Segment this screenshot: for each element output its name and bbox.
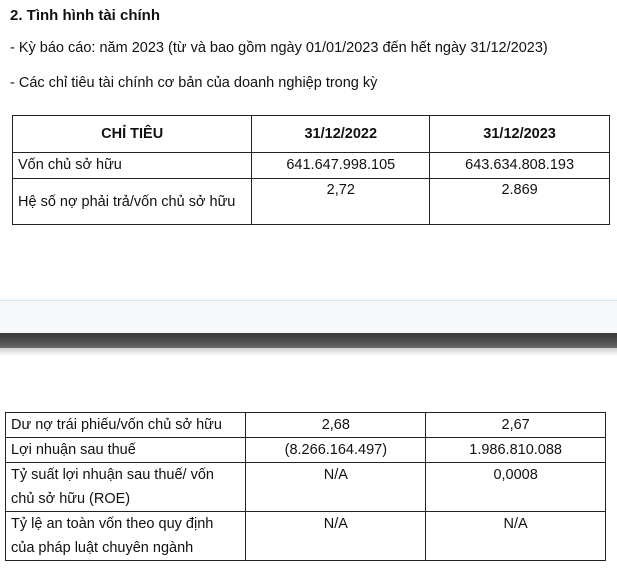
table-row xyxy=(6,438,606,463)
row-value-2022: N/A xyxy=(246,512,426,561)
row-value-2022: 641.647.998.105 xyxy=(252,153,430,179)
row-value-2023: 643.634.808.193 xyxy=(430,153,610,179)
row-label: Lợi nhuận sau thuế xyxy=(6,438,246,463)
row-label: Tỷ suất lợi nhuận sau thuế/ vốn chủ sở hữu (ROE) xyxy=(6,463,246,512)
row-label: Hệ số nợ phải trả/vốn chủ sở hữu xyxy=(13,179,252,225)
row-value-2023: 2,67 xyxy=(426,413,606,438)
page-gap xyxy=(0,301,617,333)
header-2023: 31/12/2023 xyxy=(430,116,610,153)
row-value-2023: N/A xyxy=(426,512,606,561)
row-value-2023: 1.986.810.088 xyxy=(426,438,606,463)
row-value-2022: N/A xyxy=(246,463,426,512)
financial-indicators-table-continued xyxy=(5,412,606,561)
table-row xyxy=(6,413,606,438)
header-2022: 31/12/2022 xyxy=(252,116,430,153)
financial-indicators-table xyxy=(12,115,610,225)
row-label: Vốn chủ sở hữu xyxy=(13,153,252,179)
row-value-2022: 2,72 xyxy=(252,179,430,225)
section-heading: 2. Tình hình tài chính xyxy=(10,7,160,24)
reporting-period-text: - Kỳ báo cáo: năm 2023 (từ và bao gồm ngày 01/01/2023 đến hết ngày 31/12/2023) xyxy=(10,40,548,56)
page-shadow xyxy=(0,348,617,356)
table-header-row xyxy=(13,116,610,153)
row-label: Dư nợ trái phiếu/vốn chủ sở hữu xyxy=(6,413,246,438)
row-value-2022: 2,68 xyxy=(246,413,426,438)
row-value-2023: 2.869 xyxy=(430,179,610,225)
row-label: Tỷ lệ an toàn vốn theo quy định của pháp luật chuyên ngành xyxy=(6,512,246,561)
row-value-2023: 0,0008 xyxy=(426,463,606,512)
page-break-bar xyxy=(0,333,617,348)
header-indicator: CHỈ TIÊU xyxy=(13,116,252,153)
row-value-2022: (8.266.164.497) xyxy=(246,438,426,463)
table-row xyxy=(13,153,610,179)
table-row xyxy=(6,512,606,561)
indicators-intro-text: - Các chỉ tiêu tài chính cơ bản của doanh nghiệp trong kỳ xyxy=(10,75,378,91)
table-row xyxy=(6,463,606,512)
table-row xyxy=(13,179,610,225)
